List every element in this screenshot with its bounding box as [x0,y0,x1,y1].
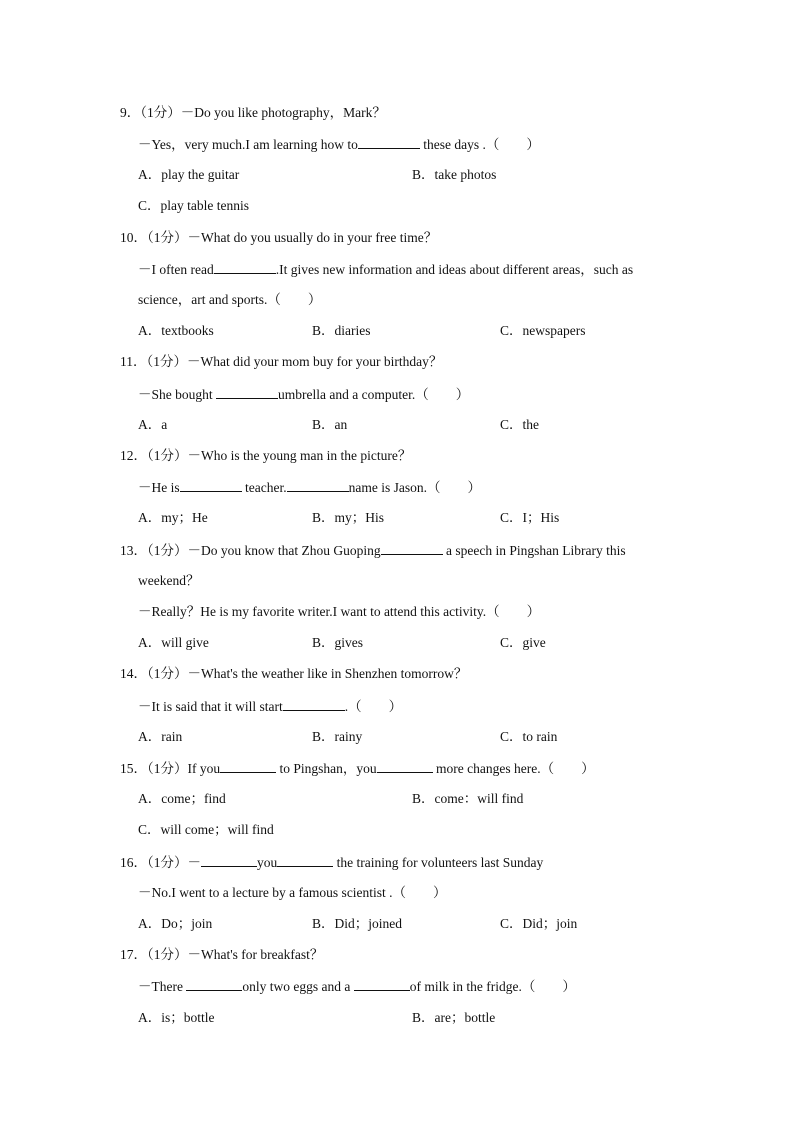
option-a[interactable]: A．a [138,417,168,432]
question-9-stem [120,104,386,122]
option-b[interactable]: B．take photos [412,167,497,182]
answer-blank[interactable] [354,977,410,991]
question-9-answer-line: －Yes，very much.I am learning how to these days .（ ） [138,137,540,152]
question-text: －Who is the young man in the picture？ [187,448,412,463]
question-16-stem: 16．（1分）－ you the training for volunteers last Sunday [120,855,544,870]
option-b[interactable]: B．my；His [312,510,385,525]
question-17-answer-line: －There only two eggs and a of milk in the fridge.（ ） [138,979,576,994]
question-13-stem-line-2: weekend？ [138,573,200,588]
question-10-stem [120,229,437,247]
option-c[interactable]: C．will come；will find [138,822,274,837]
question-number: 11．（1分） [120,354,187,369]
question-number: 9．（1分） [120,105,181,120]
option-c[interactable]: C．the [500,417,539,432]
question-number: 14．（1分） [120,666,188,681]
answer-blank[interactable] [277,853,333,867]
answer-blank[interactable] [186,977,242,991]
option-b[interactable]: B．rainy [312,729,363,744]
question-15-stem: 15．（1分）If you to Pingshan，you more changes here.（ ） [120,761,595,776]
question-12-answer-line: －He is teacher. name is Jason.（ ） [138,480,481,495]
question-10-answer-line: －I often read .It gives new information and ideas about different areas，such as [138,262,634,277]
question-11-answer-line: －She bought umbrella and a computer.（ ） [138,387,470,402]
answer-blank[interactable] [358,135,420,149]
option-b[interactable]: B．diaries [312,323,371,338]
option-b[interactable]: B．gives [312,635,364,650]
question-text: －What's the weather like in Shenzhen tomorrow？ [187,666,468,681]
answer-blank[interactable] [283,697,345,711]
question-11-stem [120,353,442,371]
option-c[interactable]: C．newspapers [500,323,586,338]
question-12-stem [120,447,411,465]
question-13-stem: 13．（1分）－Do you know that Zhou Guoping a speech in Pingshan Library this [120,543,626,558]
answer-blank[interactable] [377,759,433,773]
question-text: －What do you usually do in your free time？ [187,230,438,245]
option-a[interactable]: A．play the guitar [138,167,240,182]
option-a[interactable]: A．my；He [138,510,208,525]
option-b[interactable]: B．Did；joined [312,916,402,931]
option-c[interactable]: C．play table tennis [138,198,249,213]
question-14-stem [120,665,467,683]
question-14-answer-line: －It is said that it will start .（ ） [138,699,403,714]
answer-blank[interactable] [180,478,242,492]
option-a[interactable]: A．will give [138,635,209,650]
question-number: 16．（1分） [120,855,188,870]
question-number: 10．（1分） [120,230,188,245]
option-b[interactable]: B．are；bottle [412,1010,496,1025]
question-16-answer-line: －No.I went to a lecture by a famous scientist .（ ） [138,885,447,900]
question-number: 15．（1分） [120,761,188,776]
question-number: 13．（1分） [120,543,188,558]
question-10-answer-line-2: science，art and sports.（ ） [138,292,322,307]
answer-blank[interactable] [287,478,349,492]
option-c[interactable]: C．Did；join [500,916,578,931]
question-text: －What's for breakfast？ [187,947,324,962]
option-a[interactable]: A．come；find [138,791,226,806]
answer-blank[interactable] [381,541,443,555]
option-b[interactable]: B．an [312,417,348,432]
answer-blank[interactable] [214,260,276,274]
answer-blank[interactable] [216,385,278,399]
option-c[interactable]: C．give [500,635,546,650]
option-a[interactable]: A．textbooks [138,323,214,338]
option-a[interactable]: A．Do；join [138,916,213,931]
option-c[interactable]: C．I；His [500,510,560,525]
question-13-answer-line: －Really？He is my favorite writer.I want to attend this activity.（ ） [138,604,541,619]
option-c[interactable]: C．to rain [500,729,558,744]
question-17-stem [120,946,323,964]
answer-blank[interactable] [220,759,276,773]
question-text: －Do you like photography，Mark？ [180,105,386,120]
option-a[interactable]: A．rain [138,729,183,744]
question-number: 17．（1分） [120,947,188,962]
answer-blank[interactable] [201,853,257,867]
question-number: 12．（1分） [120,448,188,463]
option-b[interactable]: B．come：will find [412,791,524,806]
question-text: －What did your mom buy for your birthday？ [187,354,443,369]
option-a[interactable]: A．is；bottle [138,1010,215,1025]
